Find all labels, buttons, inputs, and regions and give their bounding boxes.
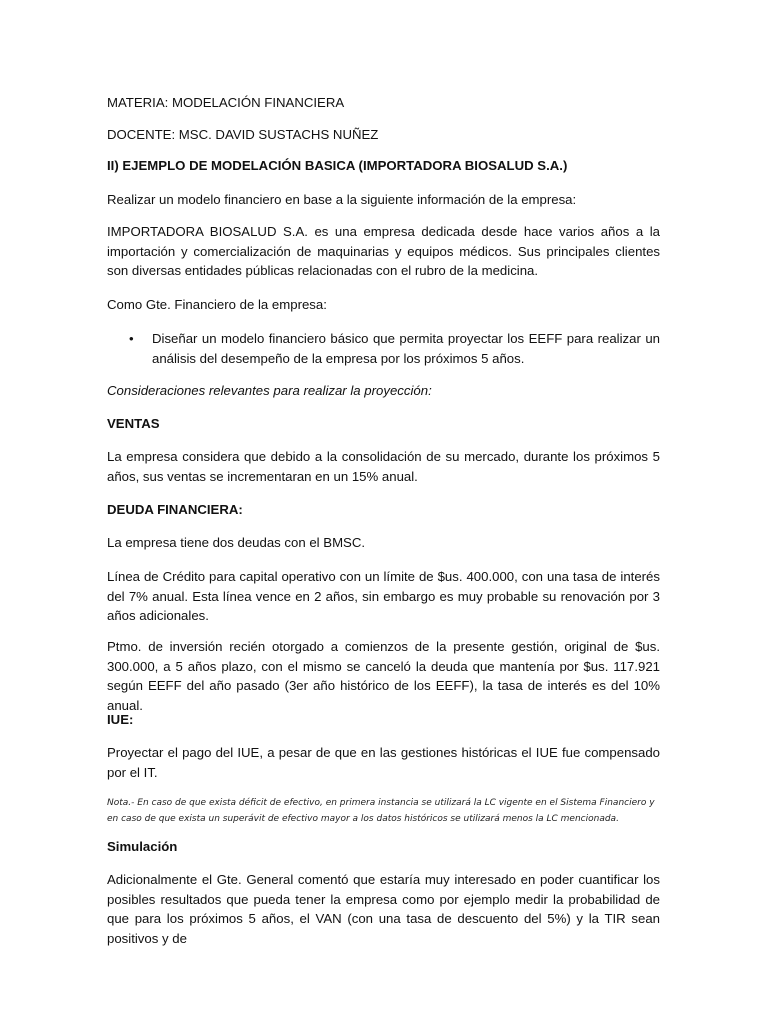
considerations-line: Consideraciones relevantes para realizar la proyección: <box>107 383 432 398</box>
iue-heading: IUE: <box>107 712 134 727</box>
prestamo-paragraph: Ptmo. de inversión recién otorgado a comienzos de la presente gestión, original de $us. 300.000, a 5 años plazo, con el mismo se canceló la deuda que mantenía por $us. 117.921 según EEFF del año pasado (3er año histórico de los EEFF), la tasa de interés es del 10% anual. <box>107 639 660 713</box>
simulacion-paragraph: Adicionalmente el Gte. General comentó que estaría muy interesado en poder cuantificar los posibles resultados que pueda tener la empresa como por ejemplo medir la probabilidad de que para los próximos 5 años, el VAN (con una tasa de descuento del 5%) y la TIR sean positivos y de <box>107 872 660 946</box>
bullet-marker: • <box>129 331 134 346</box>
materia-line: MATERIA: MODELACIÓN FINANCIERA <box>107 95 345 110</box>
ventas-paragraph: La empresa considera que debido a la consolidación de su mercado, durante los próximos 5 años, sus ventas se incrementaran en un 15% anual. <box>107 449 660 484</box>
linea-credito-paragraph: Línea de Crédito para capital operativo con un límite de $us. 400.000, con una tasa de interés del 7% anual. Esta línea vence en 2 años, sin embargo es muy probable su renovación por 3 años adicionales. <box>107 569 660 624</box>
deuda-heading: DEUDA FINANCIERA: <box>107 502 243 517</box>
section-title: II) EJEMPLO DE MODELACIÓN BASICA (IMPORTADORA BIOSALUD S.A.) <box>107 158 568 173</box>
iue-paragraph: Proyectar el pago del IUE, a pesar de que en las gestiones históricas el IUE fue compensado por el IT. <box>107 745 660 780</box>
docente-line: DOCENTE: MSC. DAVID SUSTACHS NUÑEZ <box>107 127 379 142</box>
deuda-intro: La empresa tiene dos deudas con el BMSC. <box>107 535 366 550</box>
role-line: Como Gte. Financiero de la empresa: <box>107 297 327 312</box>
company-description: IMPORTADORA BIOSALUD S.A. es una empresa dedicada desde hace varios años a la importación y comercialización de maquinarias y equipos médicos. Sus principales clientes son diversas entidades públicas relacionadas con el rubro de la medicina. <box>107 224 660 279</box>
bullet-item <box>107 329 660 368</box>
intro-paragraph: Realizar un modelo financiero en base a la siguiente información de la empresa: <box>107 192 577 207</box>
simulacion-heading: Simulación <box>107 839 178 854</box>
ventas-heading: VENTAS <box>107 416 160 431</box>
nota-paragraph: Nota.- En caso de que exista déficit de efectivo, en primera instancia se utilizará la LC vigente en el Sistema Financiero y en caso de que exista un superávit de efectivo mayor a los datos históricos se utilizará menos la LC mencionada. <box>107 798 655 824</box>
bullet-text: Diseñar un modelo financiero básico que permita proyectar los EEFF para realizar un análisis del desempeño de la empresa por los próximos 5 años. <box>152 331 660 366</box>
